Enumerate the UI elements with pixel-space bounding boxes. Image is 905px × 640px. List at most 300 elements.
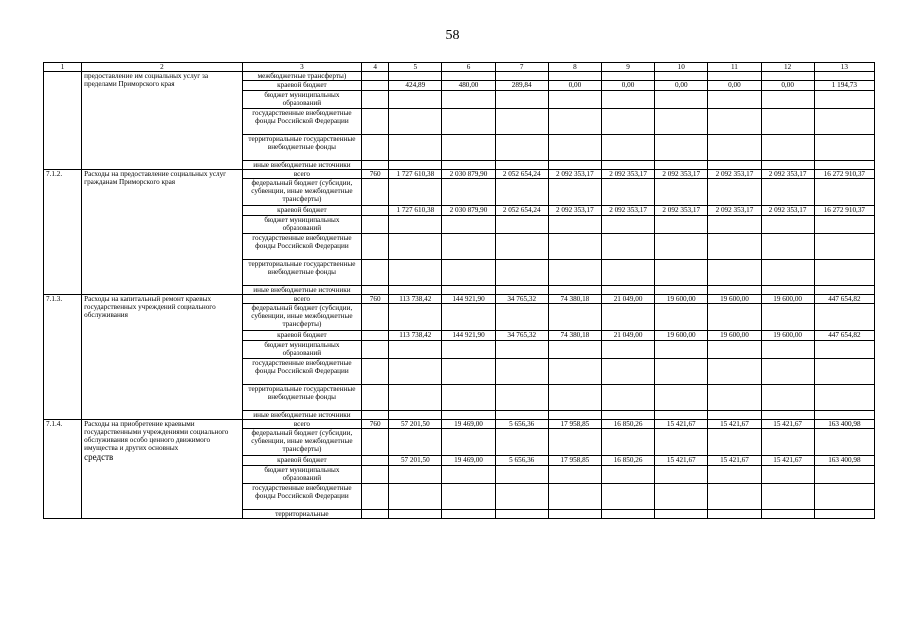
value-cell	[495, 466, 548, 484]
value-cell	[389, 109, 442, 135]
value-cell: 19 600,00	[761, 295, 814, 304]
value-cell: 0,00	[761, 81, 814, 91]
value-cell	[655, 72, 708, 81]
row-name	[82, 420, 243, 519]
value-cell	[495, 109, 548, 135]
value-cell	[389, 135, 442, 161]
funding-source: бюджет муниципальных образований	[242, 341, 361, 359]
value-cell	[708, 484, 761, 510]
value-cell	[761, 234, 814, 260]
value-cell: 17 958,85	[548, 420, 601, 429]
value-cell: 15 421,67	[761, 420, 814, 429]
value-cell	[389, 260, 442, 286]
value-cell	[761, 484, 814, 510]
value-cell	[814, 429, 874, 456]
value-cell	[708, 179, 761, 206]
value-cell	[655, 359, 708, 385]
value-cell	[655, 286, 708, 295]
value-cell	[761, 341, 814, 359]
value-cell	[389, 72, 442, 81]
grbs-cell	[362, 456, 389, 466]
value-cell	[548, 341, 601, 359]
funding-source: территориальные государственные внебюджетные фонды	[242, 385, 361, 411]
value-cell	[548, 161, 601, 170]
value-cell	[601, 135, 654, 161]
grbs-cell	[362, 135, 389, 161]
grbs-cell	[362, 179, 389, 206]
value-cell	[708, 510, 761, 519]
header-cell: 6	[442, 63, 495, 72]
value-cell	[655, 466, 708, 484]
header-row	[44, 63, 875, 72]
value-cell: 2 092 353,17	[655, 206, 708, 216]
grbs-cell	[362, 429, 389, 456]
value-cell: 447 654,82	[814, 331, 874, 341]
value-cell: 1 727 610,38	[389, 206, 442, 216]
value-cell: 19 600,00	[708, 331, 761, 341]
value-cell	[601, 510, 654, 519]
value-cell	[761, 109, 814, 135]
value-cell	[389, 234, 442, 260]
value-cell	[601, 341, 654, 359]
value-cell: 34 765,32	[495, 331, 548, 341]
value-cell	[601, 304, 654, 331]
value-cell	[761, 359, 814, 385]
value-cell	[761, 216, 814, 234]
value-cell	[389, 304, 442, 331]
value-cell	[601, 484, 654, 510]
value-cell	[495, 385, 548, 411]
grbs-cell	[362, 161, 389, 170]
value-cell	[708, 216, 761, 234]
value-cell	[814, 135, 874, 161]
value-cell	[548, 484, 601, 510]
value-cell	[442, 72, 495, 81]
funding-source: краевой бюджет	[242, 206, 361, 216]
value-cell: 16 272 910,37	[814, 206, 874, 216]
budget-table	[43, 62, 875, 519]
value-cell	[495, 411, 548, 420]
value-cell	[761, 161, 814, 170]
funding-source: бюджет муниципальных образований	[242, 91, 361, 109]
value-cell	[761, 135, 814, 161]
value-cell: 2 092 353,17	[601, 170, 654, 179]
row-name-tail: средств	[84, 452, 114, 462]
funding-source: краевой бюджет	[242, 81, 361, 91]
value-cell	[495, 91, 548, 109]
value-cell	[548, 429, 601, 456]
value-cell: 16 272 910,37	[814, 170, 874, 179]
value-cell	[442, 135, 495, 161]
grbs-cell	[362, 81, 389, 91]
value-cell: 113 738,42	[389, 295, 442, 304]
value-cell	[442, 161, 495, 170]
value-cell	[761, 179, 814, 206]
funding-source: бюджет муниципальных образований	[242, 466, 361, 484]
value-cell	[708, 234, 761, 260]
value-cell: 2 030 879,90	[442, 170, 495, 179]
value-cell: 74 380,18	[548, 331, 601, 341]
value-cell	[655, 179, 708, 206]
value-cell	[601, 91, 654, 109]
grbs-cell	[362, 466, 389, 484]
value-cell	[601, 179, 654, 206]
value-cell: 16 850,26	[601, 420, 654, 429]
value-cell	[708, 304, 761, 331]
value-cell	[814, 179, 874, 206]
value-cell: 16 850,26	[601, 456, 654, 466]
value-cell	[389, 359, 442, 385]
value-cell	[814, 216, 874, 234]
value-cell	[442, 510, 495, 519]
value-cell	[442, 466, 495, 484]
value-cell: 5 656,36	[495, 456, 548, 466]
header-cell: 3	[242, 63, 361, 72]
value-cell	[708, 429, 761, 456]
funding-source: государственные внебюджетные фонды Российской Федерации	[242, 484, 361, 510]
value-cell	[814, 91, 874, 109]
header-cell: 4	[362, 63, 389, 72]
value-cell: 17 958,85	[548, 456, 601, 466]
funding-source: краевой бюджет	[242, 331, 361, 341]
value-cell: 144 921,90	[442, 295, 495, 304]
value-cell: 15 421,67	[708, 456, 761, 466]
funding-source: государственные внебюджетные фонды Российской Федерации	[242, 359, 361, 385]
value-cell	[495, 179, 548, 206]
header-cell: 1	[44, 63, 82, 72]
grbs-cell	[362, 484, 389, 510]
funding-source: государственные внебюджетные фонды Российской Федерации	[242, 234, 361, 260]
value-cell	[655, 260, 708, 286]
grbs-cell	[362, 206, 389, 216]
table-row	[44, 295, 875, 304]
value-cell	[548, 109, 601, 135]
table-row	[44, 72, 875, 81]
value-cell	[601, 72, 654, 81]
value-cell	[442, 304, 495, 331]
value-cell: 15 421,67	[655, 456, 708, 466]
grbs-cell	[362, 304, 389, 331]
grbs-cell	[362, 216, 389, 234]
value-cell	[548, 411, 601, 420]
value-cell	[442, 411, 495, 420]
grbs-cell: 760	[362, 420, 389, 429]
value-cell	[814, 466, 874, 484]
row-code: 7.1.2.	[44, 170, 82, 295]
value-cell: 57 201,50	[389, 456, 442, 466]
value-cell: 19 469,00	[442, 456, 495, 466]
value-cell	[495, 304, 548, 331]
value-cell	[708, 341, 761, 359]
value-cell	[761, 72, 814, 81]
value-cell	[548, 385, 601, 411]
funding-source: федеральный бюджет (субсидии, субвенции, иные межбюджетные трансферты)	[242, 429, 361, 456]
header-cell: 5	[389, 63, 442, 72]
value-cell	[761, 385, 814, 411]
value-cell	[495, 286, 548, 295]
grbs-cell	[362, 341, 389, 359]
value-cell	[389, 91, 442, 109]
value-cell	[814, 510, 874, 519]
row-code	[44, 72, 82, 170]
value-cell	[548, 72, 601, 81]
value-cell	[814, 385, 874, 411]
header-cell: 7	[495, 63, 548, 72]
value-cell	[495, 359, 548, 385]
value-cell	[814, 411, 874, 420]
value-cell: 144 921,90	[442, 331, 495, 341]
value-cell: 15 421,67	[708, 420, 761, 429]
value-cell	[389, 429, 442, 456]
value-cell	[655, 429, 708, 456]
header-cell: 2	[82, 63, 243, 72]
value-cell	[495, 341, 548, 359]
value-cell: 163 400,98	[814, 420, 874, 429]
value-cell: 0,00	[601, 81, 654, 91]
value-cell	[389, 411, 442, 420]
value-cell	[548, 466, 601, 484]
value-cell	[708, 135, 761, 161]
value-cell	[708, 286, 761, 295]
value-cell	[548, 286, 601, 295]
value-cell: 1 727 610,38	[389, 170, 442, 179]
value-cell	[814, 109, 874, 135]
value-cell	[548, 510, 601, 519]
value-cell	[655, 109, 708, 135]
grbs-cell	[362, 91, 389, 109]
value-cell: 34 765,32	[495, 295, 548, 304]
funding-source: межбюджетные трансферты)	[242, 72, 361, 81]
value-cell: 21 049,00	[601, 295, 654, 304]
funding-source: иные внебюджетные источники	[242, 411, 361, 420]
value-cell	[495, 429, 548, 456]
value-cell	[761, 304, 814, 331]
value-cell: 2 092 353,17	[655, 170, 708, 179]
value-cell	[708, 359, 761, 385]
value-cell	[601, 286, 654, 295]
grbs-cell	[362, 234, 389, 260]
value-cell	[601, 109, 654, 135]
value-cell	[389, 510, 442, 519]
value-cell: 15 421,67	[761, 456, 814, 466]
table-row	[44, 420, 875, 429]
value-cell	[655, 484, 708, 510]
value-cell	[655, 304, 708, 331]
value-cell	[442, 109, 495, 135]
grbs-cell	[362, 510, 389, 519]
value-cell	[389, 286, 442, 295]
page-number: 58	[445, 28, 460, 43]
value-cell	[761, 411, 814, 420]
value-cell	[655, 135, 708, 161]
value-cell	[601, 429, 654, 456]
grbs-cell	[362, 359, 389, 385]
value-cell	[655, 411, 708, 420]
value-cell	[495, 234, 548, 260]
value-cell	[442, 385, 495, 411]
value-cell	[814, 286, 874, 295]
value-cell	[495, 135, 548, 161]
value-cell: 0,00	[548, 81, 601, 91]
value-cell: 15 421,67	[655, 420, 708, 429]
value-cell: 2 092 353,17	[548, 170, 601, 179]
value-cell	[548, 234, 601, 260]
value-cell	[601, 161, 654, 170]
value-cell	[548, 179, 601, 206]
value-cell: 163 400,98	[814, 456, 874, 466]
value-cell: 5 656,36	[495, 420, 548, 429]
value-cell: 19 469,00	[442, 420, 495, 429]
value-cell	[548, 91, 601, 109]
value-cell: 19 600,00	[708, 295, 761, 304]
funding-source: всего	[242, 420, 361, 429]
value-cell	[442, 429, 495, 456]
value-cell	[761, 466, 814, 484]
value-cell: 424,89	[389, 81, 442, 91]
value-cell	[814, 484, 874, 510]
value-cell: 19 600,00	[761, 331, 814, 341]
value-cell	[655, 234, 708, 260]
value-cell	[708, 72, 761, 81]
value-cell: 2 052 654,24	[495, 170, 548, 179]
value-cell	[814, 359, 874, 385]
row-name: Расходы на капитальный ремонт краевых государственных учреждений социального обслуживания	[82, 295, 243, 420]
value-cell	[708, 411, 761, 420]
value-cell	[655, 385, 708, 411]
grbs-cell	[362, 72, 389, 81]
funding-source: территориальные	[242, 510, 361, 519]
value-cell	[814, 161, 874, 170]
row-code: 7.1.4.	[44, 420, 82, 519]
value-cell: 447 654,82	[814, 295, 874, 304]
value-cell: 2 092 353,17	[601, 206, 654, 216]
value-cell	[655, 161, 708, 170]
value-cell: 2 092 353,17	[708, 206, 761, 216]
value-cell	[761, 260, 814, 286]
value-cell	[708, 260, 761, 286]
value-cell: 289,84	[495, 81, 548, 91]
value-cell	[708, 91, 761, 109]
value-cell	[601, 234, 654, 260]
value-cell	[442, 341, 495, 359]
value-cell	[389, 161, 442, 170]
funding-source: всего	[242, 170, 361, 179]
funding-source: бюджет муниципальных образований	[242, 216, 361, 234]
value-cell: 19 600,00	[655, 331, 708, 341]
value-cell: 0,00	[655, 81, 708, 91]
header-cell: 12	[761, 63, 814, 72]
value-cell	[548, 359, 601, 385]
value-cell	[814, 72, 874, 81]
value-cell: 2 092 353,17	[761, 170, 814, 179]
value-cell	[442, 359, 495, 385]
value-cell	[495, 161, 548, 170]
row-name: Расходы на предоставление социальных услуг гражданам Приморского края	[82, 170, 243, 295]
value-cell	[495, 260, 548, 286]
value-cell: 19 600,00	[655, 295, 708, 304]
value-cell	[442, 234, 495, 260]
value-cell: 57 201,50	[389, 420, 442, 429]
grbs-cell	[362, 331, 389, 341]
value-cell: 2 092 353,17	[708, 170, 761, 179]
value-cell	[601, 411, 654, 420]
value-cell	[708, 466, 761, 484]
value-cell	[761, 429, 814, 456]
value-cell	[761, 286, 814, 295]
value-cell: 480,00	[442, 81, 495, 91]
value-cell	[601, 466, 654, 484]
value-cell: 2 092 353,17	[761, 206, 814, 216]
funding-source: территориальные государственные внебюджетные фонды	[242, 260, 361, 286]
value-cell	[389, 484, 442, 510]
value-cell	[495, 484, 548, 510]
value-cell	[548, 260, 601, 286]
value-cell: 74 380,18	[548, 295, 601, 304]
value-cell	[442, 260, 495, 286]
value-cell	[442, 286, 495, 295]
value-cell	[814, 260, 874, 286]
funding-source: федеральный бюджет (субсидии, субвенции, иные межбюджетные трансферты)	[242, 304, 361, 331]
funding-source: иные внебюджетные источники	[242, 286, 361, 295]
value-cell: 1 194,73	[814, 81, 874, 91]
value-cell	[708, 161, 761, 170]
grbs-cell	[362, 411, 389, 420]
value-cell	[442, 91, 495, 109]
row-code: 7.1.3.	[44, 295, 82, 420]
value-cell	[761, 91, 814, 109]
value-cell: 0,00	[708, 81, 761, 91]
grbs-cell: 760	[362, 170, 389, 179]
value-cell	[389, 385, 442, 411]
value-cell	[495, 510, 548, 519]
value-cell	[601, 216, 654, 234]
value-cell	[655, 216, 708, 234]
grbs-cell	[362, 260, 389, 286]
value-cell	[442, 484, 495, 510]
grbs-cell: 760	[362, 295, 389, 304]
funding-source: иные внебюджетные источники	[242, 161, 361, 170]
value-cell	[389, 216, 442, 234]
value-cell	[601, 385, 654, 411]
grbs-cell	[362, 109, 389, 135]
row-name-text: Расходы на приобретение краевыми государственными учреждениями социального обслуживания особо ценного движимого имущества и других основных	[84, 420, 229, 452]
value-cell	[601, 260, 654, 286]
header-cell: 9	[601, 63, 654, 72]
value-cell	[495, 216, 548, 234]
value-cell	[548, 304, 601, 331]
header-cell: 11	[708, 63, 761, 72]
value-cell	[814, 234, 874, 260]
value-cell	[495, 72, 548, 81]
value-cell	[655, 510, 708, 519]
value-cell	[389, 466, 442, 484]
value-cell	[442, 179, 495, 206]
value-cell	[814, 341, 874, 359]
funding-source: федеральный бюджет (субсидии, субвенции, иные межбюджетные трансферты)	[242, 179, 361, 206]
funding-source: краевой бюджет	[242, 456, 361, 466]
value-cell: 2 052 654,24	[495, 206, 548, 216]
value-cell	[708, 109, 761, 135]
header-cell: 10	[655, 63, 708, 72]
value-cell: 2 030 879,90	[442, 206, 495, 216]
value-cell	[655, 91, 708, 109]
row-name: предоставление им социальных услуг за пределами Приморского края	[82, 72, 243, 170]
value-cell	[389, 179, 442, 206]
funding-source: всего	[242, 295, 361, 304]
header-cell: 13	[814, 63, 874, 72]
header-cell: 8	[548, 63, 601, 72]
value-cell	[389, 341, 442, 359]
